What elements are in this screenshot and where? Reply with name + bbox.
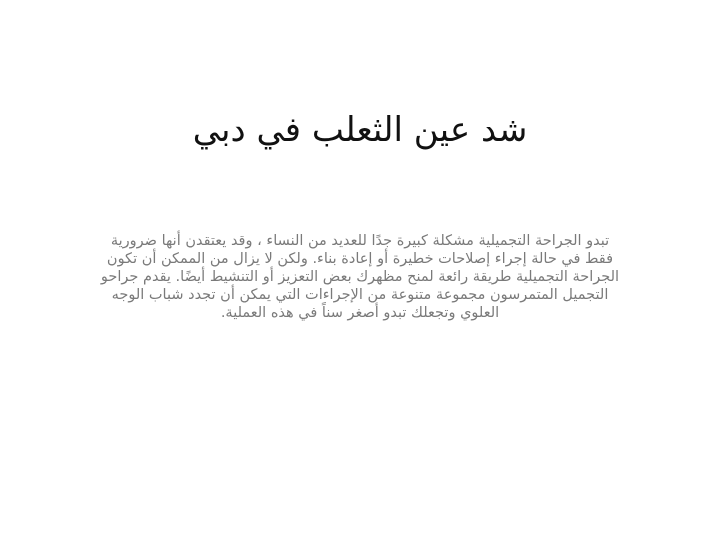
slide-body-paragraph: تبدو الجراحة التجميلية مشكلة كبيرة جدًا للعديد من النساء ، وقد يعتقدن أنها ضرورية فقط في حالة إجراء إصلاحات خطيرة أو إعادة بناء. ولكن لا يزال من الممكن أن تكون الجراحة التجميلية طريقة رائعة لمنح مظهرك بعض التعزيز أو التنشيط أيضًا. يقدم جراحو التجميل المتمرسون مجموعة متنوعة من الإجراءات التي يمكن أن تجدد شباب الوجه العلوي وتجعلك تبدو أصغر سناً في هذه العملية. bbox=[100, 233, 620, 321]
slide-title: شد عين الثعلب في دبي bbox=[192, 110, 528, 150]
